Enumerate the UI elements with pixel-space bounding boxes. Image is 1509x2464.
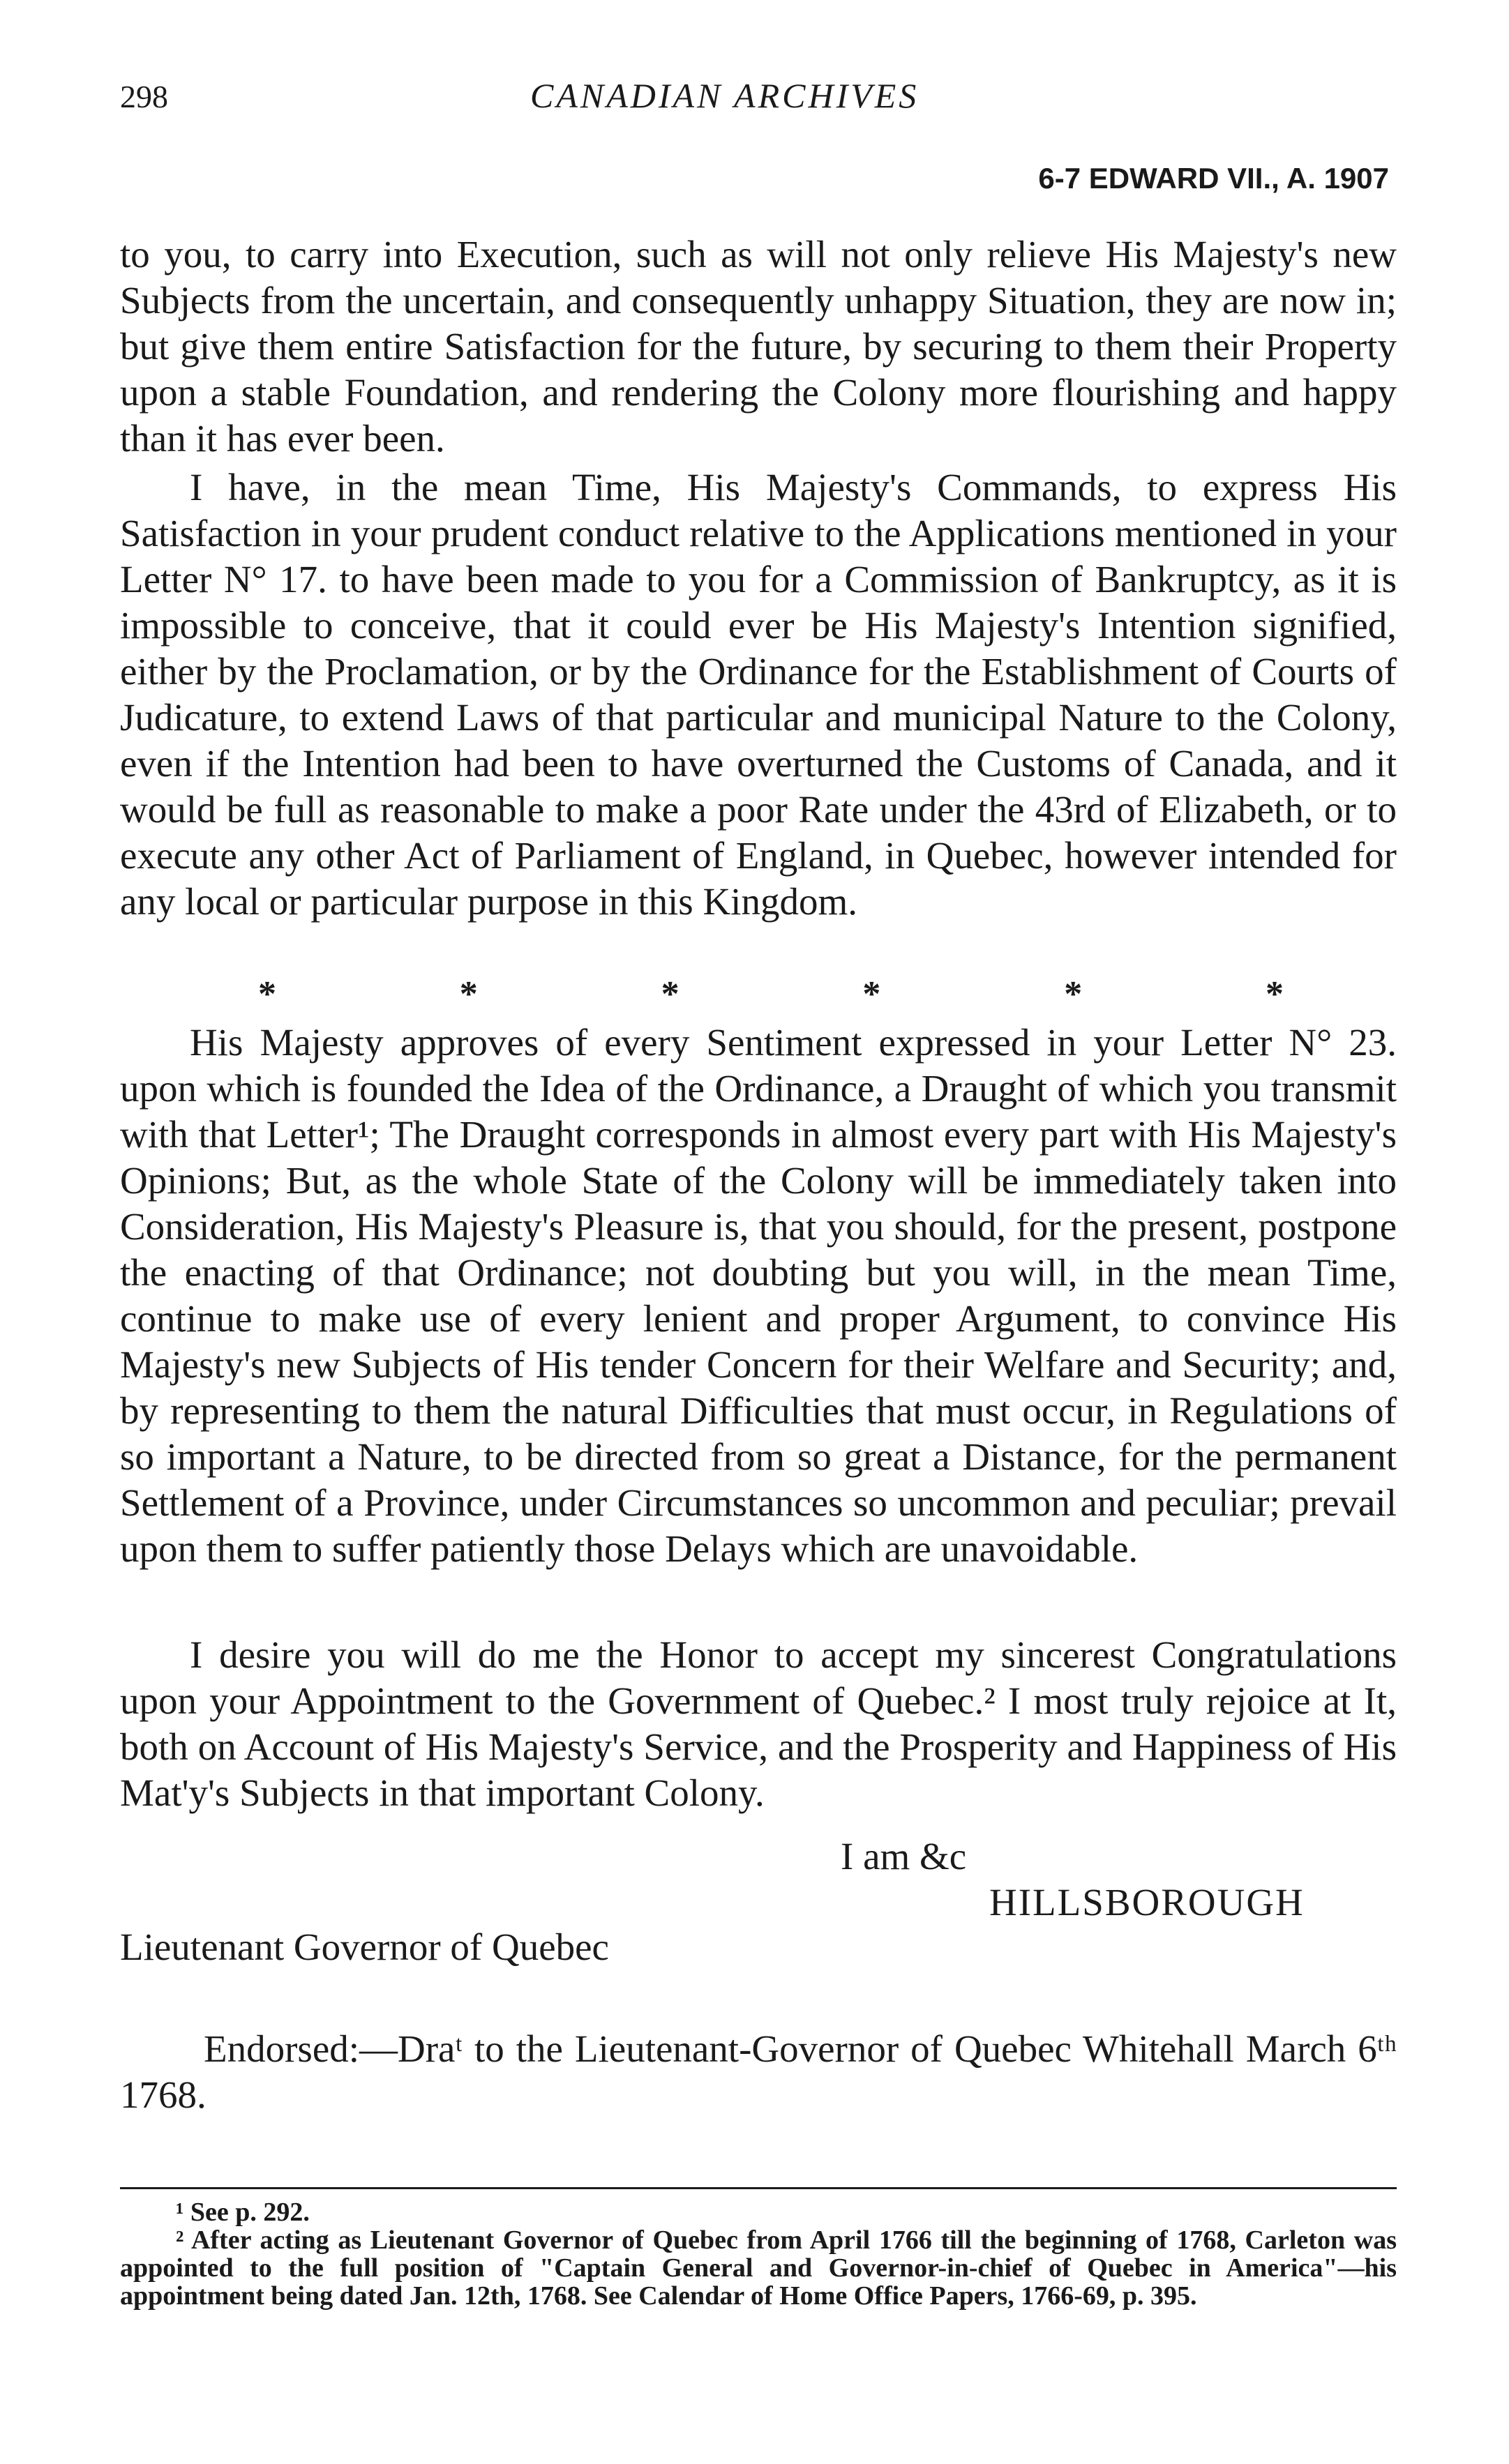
letter-closing: I am &c — [841, 1835, 967, 1877]
paragraph-2: I have, in the mean Time, His Majesty's Commands, to express His Satisfaction in your prudent conduct relative to the Applications mentioned in your Letter N° 17. to have been made to you for a Commission of Bankruptcy, as it is impossible to conceive, that it could ever be His Majesty's Intention signified, either by the Proclamation, or by the Ordinance for the Establishment of Courts of Judicature, to extend Laws of that particular and municipal Nature to the Colony, even if the Intention had been to have overturned the Customs of Canada, and it would be full as reasonable to make a poor Rate under the 43rd of Elizabeth, or to execute any other Act of Parliament of England, in Quebec, however intended for any local or particular purpose in this Kingdom. — [120, 466, 1397, 923]
signature-name: HILLSBOROUGH — [989, 1881, 1305, 1923]
footnotes — [120, 2198, 1397, 2310]
section-break-stars — [258, 974, 1284, 1015]
star-mark: * — [1265, 974, 1284, 1014]
paragraph-3: His Majesty approves of every Sentiment expressed in your Letter N° 23. upon which is founded the Idea of the Ordinance, a Draught of which you transmit with that Letter¹; The Draught corresponds in almost every part with His Majesty's Opinions; But, as the whole State of the Colony will be immediately taken into Consideration, His Majesty's Pleasure is, that you should, for the present, postpone the enacting of that Ordinance; not doubting but you will, in the mean Time, continue to make use of every lenient and proper Argument, to convince His Majesty's new Subjects of His tender Concern for their Welfare and Security; and, by representing to them the natural Difficulties that must occur, in Regulations of so important a Nature, to be directed from so great a Distance, for the permanent Settlement of a Province, under Circumstances so uncommon and peculiar; prevail upon them to suffer patiently those Delays which are unavoidable. — [120, 1021, 1397, 1570]
footnote-2: ² After acting as Lieutenant Governor of Quebec from April 1766 till the beginning of 1768, Carleton was appointed to the full position of "Captain General and Governor-in-chief of Quebec in America"—his appointment being dated Jan. 12th, 1768. See Calendar of Home Office Papers, 1766-69, p. 395. — [120, 2225, 1397, 2311]
star-mark: * — [258, 974, 276, 1014]
paragraph-4: I desire you will do me the Honor to accept my sincerest Congratulations upon your Appointment to the Government of Quebec.² I most truly rejoice at It, both on Account of His Majesty's Service, and the Prosperity and Happiness of His Mat'y's Subjects in that important Colony. — [120, 1633, 1397, 1814]
page-number: 298 — [120, 79, 168, 114]
endorsement: Endorsed:—Draᵗ to the Lieutenant-Governor of Quebec Whitehall March 6ᵗʰ 1768. — [120, 2027, 1397, 2116]
star-mark: * — [459, 974, 478, 1014]
running-title: CANADIAN ARCHIVES — [530, 76, 919, 115]
paragraph-1: to you, to carry into Execution, such as will not only relieve His Majesty's new Subjects from the uncertain, and consequently unhappy Situation, they are now in; but give them entire Satisfaction for the future, by securing to them their Property upon a stable Foundation, and rendering the Colony more flourishing and happy than it has ever been. — [120, 233, 1397, 460]
footnote-divider — [120, 2187, 1397, 2189]
star-mark: * — [661, 974, 680, 1014]
addressee: Lieutenant Governor of Quebec — [120, 1926, 609, 1968]
star-mark: * — [1064, 974, 1083, 1014]
star-mark: * — [862, 974, 881, 1014]
footnote-1: ¹ See p. 292. — [176, 2198, 310, 2227]
section-reference: 6-7 EDWARD VII., A. 1907 — [1038, 162, 1389, 195]
